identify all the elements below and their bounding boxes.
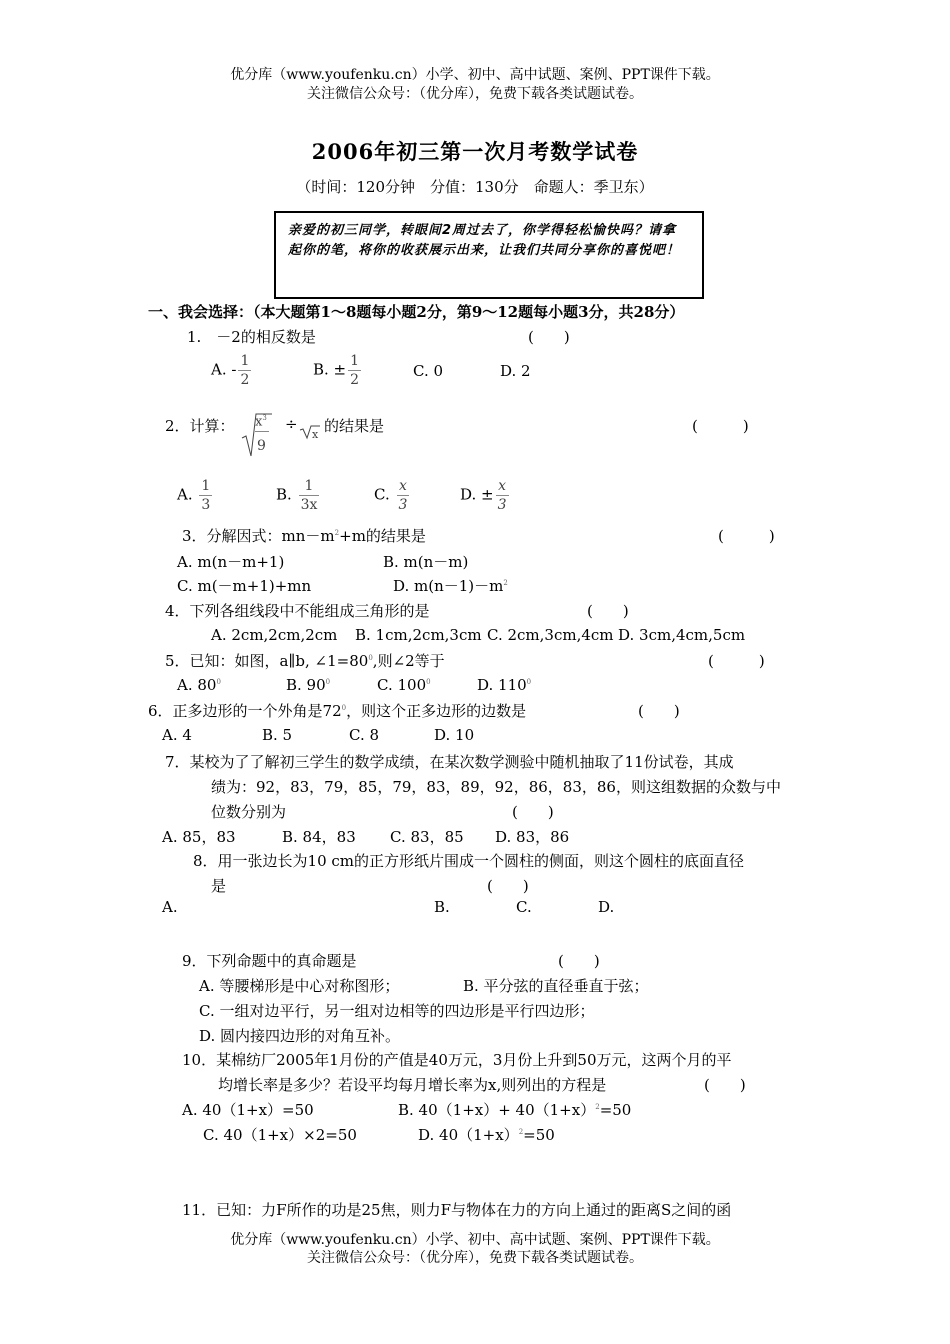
q5-paren: ( ) [708,652,765,670]
q6-stem: 6．正多边形的一个外角是$72^0$，则这个正多边形的边数是 [148,702,527,720]
exam-title: 2006年初三第一次月考数学试卷 [311,139,639,164]
q10-option-c: C. 40（1+x）×2=50 [203,1126,357,1144]
q3-option-b: B. m(n－m) [383,553,469,571]
page-header-line1: 优分库（www.youfenku.cn）小学、初中、高中试题、案例、PPT课件下载。 [230,67,720,83]
q2-divide: ÷ [285,415,298,433]
q1-option-b: B. ± $\frac{1}{2}$ [313,353,360,388]
q6-paren: ( ) [638,702,680,720]
q4-option-d: D. 3cm,4cm,5cm [618,626,746,644]
q2-sqrt-x: x [312,428,319,441]
q7-paren: ( ) [512,803,554,821]
q8-option-a: A. [162,898,178,916]
q7-line2: 绩为：92，83，79，85，79，83，89，92，86，83，86，则这组数据的众数与中 [211,778,781,796]
q6-option-d: D. 10 [434,726,475,744]
q9-option-c: C. 一组对边平行，另一组对边相等的四边形是平行四边形； [199,1002,595,1020]
q1-option-d: D. 2 [500,362,531,380]
q8-paren: ( ) [487,877,529,895]
q10-line2: 均增长率是多少？若设平均每月增长率为x,则列出的方程是 [218,1076,607,1094]
q3-paren: ( ) [718,527,775,545]
q1-option-a: A. - $\frac{1}{2}$ [211,353,250,388]
page-footer-line1: 优分库（www.youfenku.cn）小学、初中、高中试题、案例、PPT课件下载。 [230,1232,720,1248]
q10-line1: 10．某棉纺厂2005年1月份的产值是40万元，3月份上升到50万元，这两个月的平 [182,1051,732,1069]
q4-option-c: C. 2cm,3cm,4cm [487,626,614,644]
q4-option-b: B. 1cm,2cm,3cm [355,626,482,644]
q7-line1: 7．某校为了了解初三学生的数学成绩，在某次数学测验中随机抽取了11份试卷，其成 [165,753,734,771]
q7-line3: 位数分别为 [211,803,287,821]
page-footer-line2: 关注微信公众号：（优分库），免费下载各类试题试卷。 [307,1250,643,1266]
q3-option-d: D. $m(n-1)-m^2$ [393,577,508,595]
q2-frac-den: 9 [257,438,266,454]
q3-stem: 3．分解因式：$mn-m^2+m$的结果是 [182,527,426,545]
q7-option-b: B. 84，83 [282,828,356,846]
q5-option-d: D. $110^0$ [477,676,532,694]
q8-option-b: B. [434,898,450,916]
q9-option-a: A. 等腰梯形是中心对称图形； [199,977,400,995]
section-heading: 一、我会选择：（本大题第1～8题每小题2分，第9～12题每小题3分，共28分） [148,303,685,321]
q2-paren: ( ) [692,417,749,435]
q6-option-b: B. 5 [262,726,293,744]
q5-option-b: B. $90^0$ [286,676,331,694]
q3-option-a: A. m(n－m+1) [177,553,285,571]
q8-line2: 是 [211,877,227,895]
q10-option-a: A. 40（1+x）=50 [182,1101,314,1119]
q7-option-c: C. 83，85 [390,828,464,846]
q4-option-a: A. 2cm,2cm,2cm [211,626,338,644]
q2-tail: 的结果是 [324,417,385,435]
q1-option-c: C. 0 [413,362,444,380]
q10-option-d: D. $40(1+x)^2=50$ [418,1126,555,1144]
q4-stem: 4．下列各组线段中不能组成三角形的是 [165,602,430,620]
exam-subtitle: （时间：120分钟 分值：130分 命题人：季卫东） [296,178,654,196]
q1-paren: ( ) [528,328,570,346]
q11-line1: 11．已知：力F所作的功是25焦，则力F与物体在力的方向上通过的距离S之间的函 [182,1201,732,1219]
q2-option-d: D. ± $\frac{x}{3}$ [460,478,507,513]
q6-option-c: C. 8 [349,726,380,744]
q8-option-c: C. [516,898,532,916]
intro-text: 亲爱的初三同学，转眼间2周过去了，你学得轻松愉快吗？请拿起你的笔，将你的收获展示出来，让我们共同分享你的喜悦吧！ [288,223,681,258]
q6-option-a: A. 4 [162,726,192,744]
intro-box [274,211,704,299]
q10-paren: ( ) [704,1076,746,1094]
q2-option-b: B. $\frac{1}{3x}$ [276,478,318,513]
q2-frac-bar [255,431,269,432]
q1-stem: 1. －2的相反数是 [187,328,316,346]
q9-option-b: B. 平分弦的直径垂直于弦； [463,977,649,995]
q2-frac-num: $x^3$ [255,414,267,430]
q2-option-c: C. $\frac{x}{3}$ [374,478,408,513]
q10-option-b: B. $40(1+x)+ 40(1+x)^2=50$ [398,1101,632,1119]
q9-paren: ( ) [558,952,600,970]
q8-option-d: D. [598,898,615,916]
q4-paren: ( ) [587,602,629,620]
q5-option-c: C. $100^0$ [377,676,431,694]
q2-option-a: A. $\frac{1}{3}$ [177,478,211,513]
q3-option-c: C. m(－m+1)+mn [177,577,312,595]
q8-line1: 8．用一张边长为10 cm的正方形纸片围成一个圆柱的侧面，则这个圆柱的底面直径 [193,852,745,870]
q7-option-d: D. 83，86 [495,828,570,846]
q9-stem: 9．下列命题中的真命题是 [182,952,357,970]
page-header-line2: 关注微信公众号：（优分库），免费下载各类试题试卷。 [307,86,643,102]
q7-option-a: A. 85，83 [162,828,236,846]
q9-option-d: D. 圆内接四边形的对角互补。 [199,1027,401,1045]
q5-option-a: A. $80^0$ [177,676,221,694]
q5-stem: 5．已知：如图，a∥b, $\angle 1=80^0$,则∠2等于 [165,652,445,670]
q2-stem: 2．计算： [165,417,235,435]
